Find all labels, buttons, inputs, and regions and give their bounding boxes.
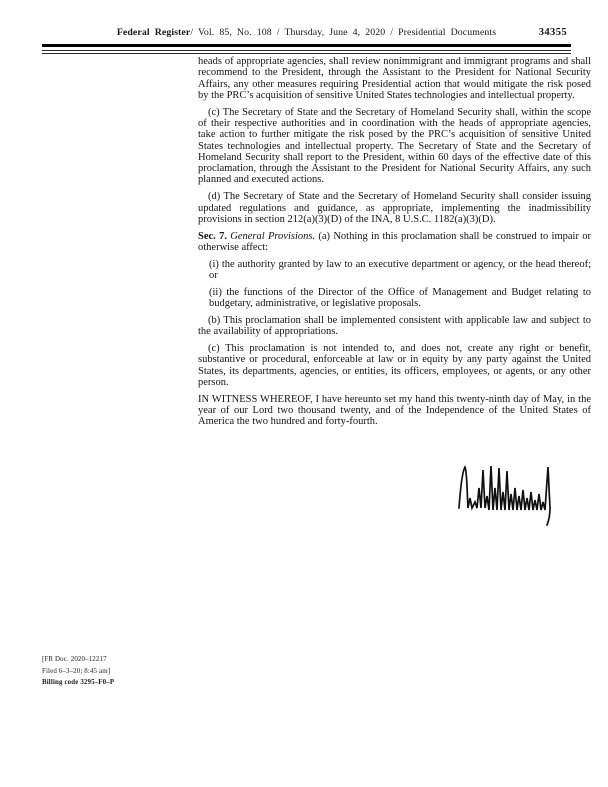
header-rule-heavy (42, 44, 571, 47)
document-body (198, 56, 591, 428)
sec7-heading: General Provisions. (226, 230, 316, 242)
header-rule-thin-bottom (42, 53, 571, 54)
journal-name: Federal Register (116, 27, 191, 38)
issue-info: / Vol. 85, No. 108 / Thursday, June 4, 2020 / Presidential Documents (190, 27, 497, 38)
presidential-signature-icon (452, 458, 570, 530)
paragraph-6d: (d) The Secretary of State and the Secretary of Homeland Security shall consider issuing updated regulations and guidance, as appropriate, implementing the inadmissibility provisions in section 212(a)(3)(D) of the INA, 8 U.S.C. 1182(a)(3)(D). (198, 191, 591, 225)
billing-code: Billing code 3295–F0–P (42, 679, 115, 687)
sec7-body-text: (a) Nothing in this proclamation shall be construed to impair or otherwise affect: (198, 230, 591, 253)
fr-doc-block (42, 654, 114, 689)
sec7-number: Sec. 7. (198, 230, 227, 242)
paragraph-witness-clause: IN WITNESS WHEREOF, I have hereunto set my hand this twenty-ninth day of May, in the year of our Lord two thousand twenty, and of the Independence of the United States of America the two hundred and forty-fourth. (198, 393, 591, 428)
page-header (42, 27, 571, 41)
running-head (42, 27, 571, 38)
header-rule-thin-top (42, 50, 571, 51)
paragraph-continuation: heads of appropriate agencies, shall review nonimmigrant and immigrant programs and shall recommend to the President, through the Assistant to the President for National Security Affairs, any other measures requiring Presidential action that would mitigate the risk posed by the PRC’s acquisition of sensitive United States technologies and intellectual property. (198, 56, 591, 101)
paragraph-7b: (b) This proclamation shall be implemented consistent with applicable law and subject to the availability of appropriations. (198, 314, 591, 338)
page-number: 34355 (538, 27, 567, 38)
paragraph-6c: (c) The Secretary of State and the Secretary of Homeland Security shall, within the scope of their respective authorities and in coordination with the heads of appropriate agencies, take action to further mitigate the risk posed by the PRC’s acquisition of sensitive United States technologies and intellectual property. The Secretary of State and the Secretary of Homeland Security shall report to the President, within 60 days of the effective date of this proclamation, through the Assistant to the President for National Security Affairs, any such planned and executed actions. (198, 106, 591, 186)
fr-doc-number: [FR Doc. 2020–12217 (42, 656, 107, 663)
paragraph-sec7 (198, 231, 591, 254)
fr-doc-filed: Filed 6–3–20; 8:45 am] (42, 667, 111, 675)
paragraph-sub-ii: (ii) the functions of the Director of the Office of Management and Budget relating to budgetary, administrative, or legislative proposals. (209, 286, 591, 310)
paragraph-sub-i: (i) the authority granted by law to an executive department or agency, or the head thereof; or (209, 258, 591, 282)
paragraph-7c: (c) This proclamation is not intended to, and does not, create any right or benefit, substantive or procedural, enforceable at law or in equity by any party against the United States, its departments, agencies, or entities, its officers, employees, or agents, or any other person. (198, 343, 591, 388)
